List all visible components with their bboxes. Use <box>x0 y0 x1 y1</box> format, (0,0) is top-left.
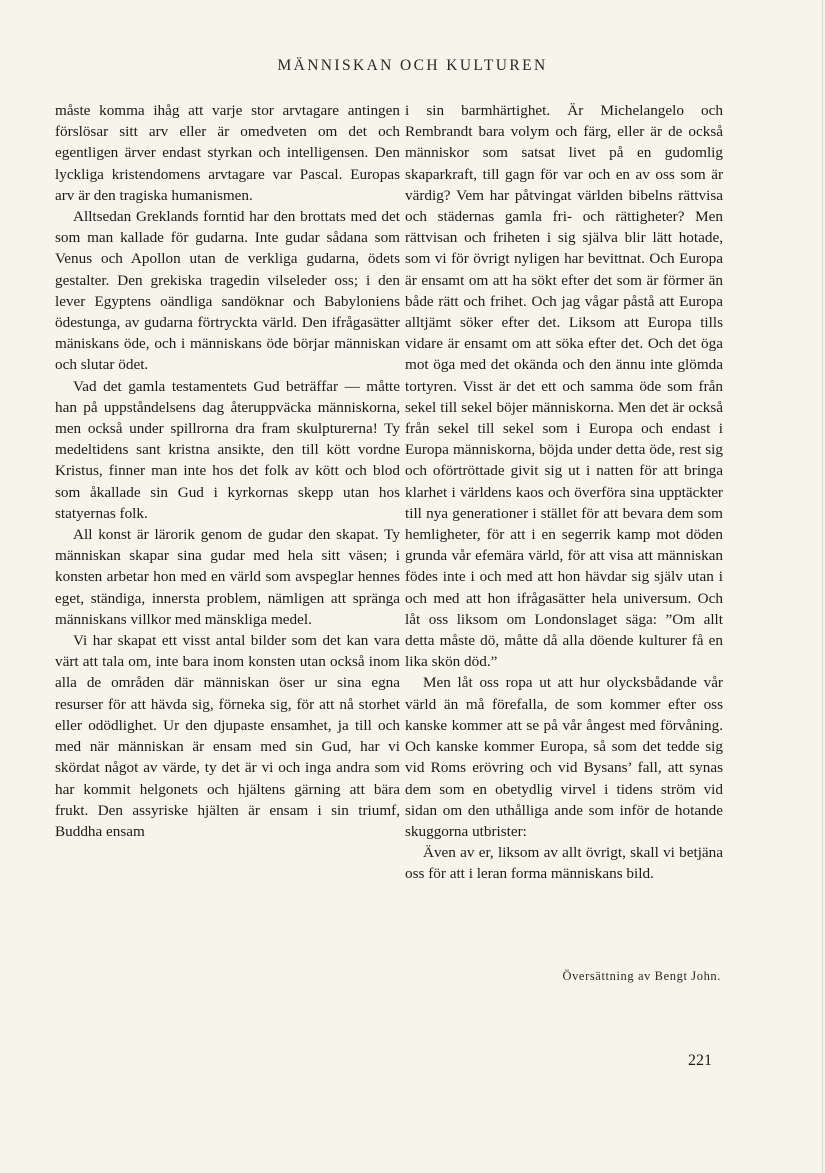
paragraph: Även av er, liksom av allt övrigt, skall vi betjäna oss för att i leran forma människans bild. <box>405 844 723 883</box>
page-edge <box>822 0 823 1173</box>
paragraph: Alltsedan Greklands forntid har den brottats med det som man kallade för gudarna. Inte gudar sådana som Venus och Apollon utan de verkliga gudarna, ödets gestalter. Den grekiska tragedin vilseleder oss; i den lever Egyptens oändliga sandöknar och Babyloniens ödestunga, av gudarna förtryckta värld. Den ifrågasätter mäniskans öde, och i människans öde börjar människan och slutar ödet. <box>55 208 400 374</box>
left-column <box>55 100 400 842</box>
paragraph: Vad det gamla testamentets Gud beträffar — måtte han på uppståndelsens dag återuppväcka människorna, men också under spillrorna dra fram skulpturerna! Ty medeltidens sant kristna ansikte, den till kött vordne Kristus, finner man inte hos det folk av kött och blod som åkallade sin Gud i kyrkornas skepp utan hos statyernas folk. <box>55 377 400 522</box>
paragraph: måste komma ihåg att varje stor arvtagare antingen förslösar sitt arv eller är omedveten om det och egentligen ärver endast styrkan och intelligensen. Den lyckliga kristendomens arvtagare var Pascal. Europas arv är den tragiska humanismen. <box>55 102 400 204</box>
paragraph: Vi har skapat ett visst antal bilder som det kan vara värt att tala om, inte bara inom konsten utan också inom alla de områden där människan öser ur sina egna resurser för att hävda sig, förneka sig, för att nå storhet eller odödlighet. Ur den djupaste ensamhet, ja till och med när människan är ensam med sin Gud, har vi skördat något av värde, ty det är vi och inga andra som har kommit helgonets och hjältens gärning att bära frukt. Den assyriske hjälten är ensam i sin triumf, Buddha ensam <box>55 632 400 840</box>
translator-credit: Översättning av Bengt John. <box>562 969 721 983</box>
running-head: MÄNNISKAN OCH KULTUREN <box>277 57 548 74</box>
paragraph: All konst är lärorik genom de gudar den skapat. Ty människan skapar sina gudar med hela sitt väsen; i konsten arbetar hon med en värld som avspeglar hennes eget, ständiga, innersta problem, nämligen att spränga människans villkor med mänskliga medel. <box>55 526 400 628</box>
page-number: 221 <box>688 1052 712 1069</box>
paragraph: i sin barmhärtighet. Är Michelangelo och Rembrandt bara volym och färg, eller är de också människor som satsat livet på en gudomlig skaparkraft, till gagn för var och en av oss som är värdig? Vem har påtvingat världen bibelns rättvisa och städernas gamla fri- och rättigheter? Men rättvisan och friheten i sig själva blir lätt hotade, som vi för övrigt nyligen har bevittnat. Och Europa är ensamt om att ha sökt efter det som är förmer än både rätt och frihet. Och jag vågar påstå att Europa alltjämt söker efter det. Liksom att Europa tills vidare är ensamt om att söka efter det. Och det öga mot öga med det okända och den ännu inte glömda tortyren. Visst är det ett och samma öde som från sekel till sekel böjer människorna. Men det är också från sekel till sekel som i Europa och endast i Europa människorna, böjda under detta öde, rest sig och oförtröttade givit sig ut i natten för att bringa klarhet i världens kaos och överföra sina upptäckter till nya generationer i stället för att bevara dem som hemligheter, för att i en segerrik kamp mot döden grunda vår efemära värld, för att visa att människan födes inte i och med att hon hävdar sig själv utan i och med att hon ifrågasätter hela universum. Och låt oss liksom om Londonslaget säga: ”Om allt detta måste dö, måtte då alla döende kulturer få en lika skön död.” <box>405 102 723 671</box>
paragraph: Men låt oss ropa ut att hur olycksbådande vår värld än må förefalla, de som kommer efter oss kanske kommer att se på vår ångest med förvåning. Och kanske kommer Europa, så som det tedde sig vid Roms erövring och vid Bysans’ fall, att synas dem som en obetydlig virvel i tidens ström vid sidan om den uthålliga ande som inför de hotande skuggorna utbrister: <box>405 674 723 840</box>
right-column <box>405 100 723 885</box>
